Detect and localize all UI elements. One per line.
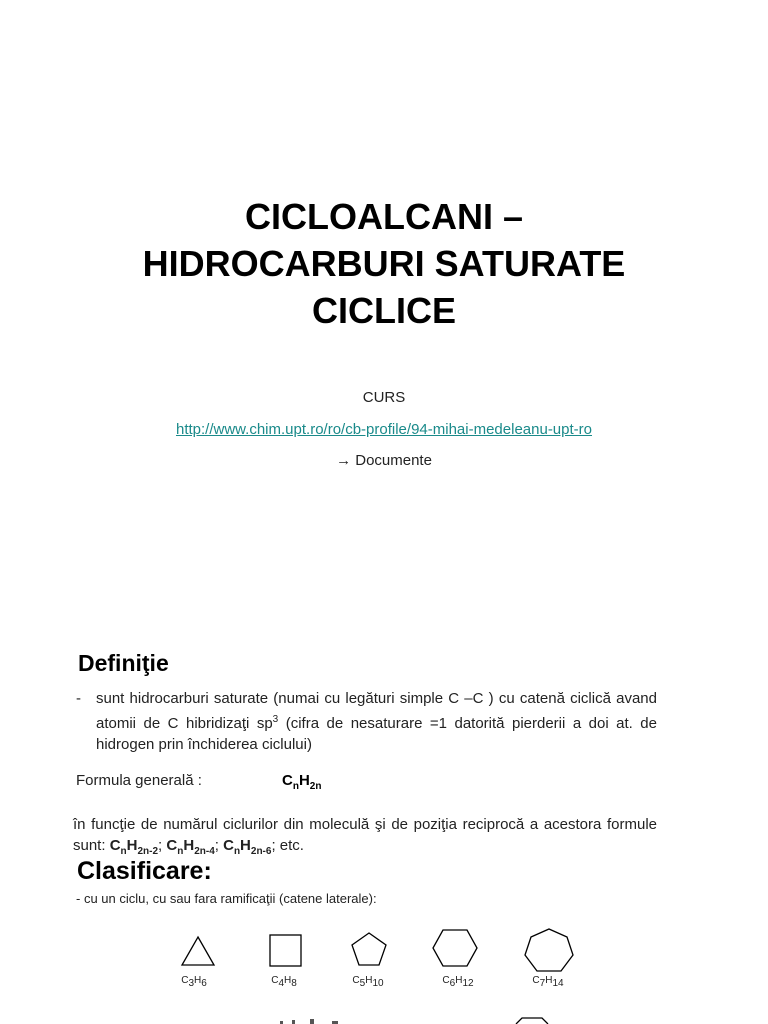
page-title (0, 193, 768, 334)
formula-label: Formula generală : (76, 772, 202, 789)
partial-ring (508, 1016, 556, 1024)
classification-subtitle: - cu un ciclu, cu sau fara ramificaţii (catene laterale): (76, 891, 377, 906)
course-label: CURS (362, 389, 406, 406)
formula-paragraph: în funcţie de numărul ciclurilor din moleculă şi de poziţia reciprocă a acestora formule sunt: $C_nH_{2n-2}$; $C_nH_{2n-4}$; $C_nH_{2n-6}$; etc. (73, 816, 657, 857)
ring-3 (180, 935, 216, 967)
ring-5 (350, 931, 388, 967)
ring-6 (431, 928, 479, 968)
title-line-1: CICLOALCANI – (245, 196, 523, 237)
definition-text (96, 688, 657, 755)
formula-2: $C_nH_{2n-4}$ (166, 837, 215, 857)
classification-heading: Clasificare: (77, 857, 212, 885)
course-link[interactable]: http://www.chim.upt.ro/ro/cb-profile/94-mihai-medeleanu-upt-ro (175, 421, 592, 438)
ring-label-6: $C_6H_{12}$ (442, 975, 474, 989)
partial-text-fragment (280, 1018, 360, 1024)
documents-label: → Documente (336, 452, 432, 469)
title-line-3: CICLICE (312, 290, 456, 331)
ring-label-4: $C_4H_8$ (271, 975, 297, 989)
ring-7 (523, 927, 575, 975)
ring-label-3: $C_3H_6$ (181, 975, 207, 989)
formula-3: $C_nH_{2n-6}$ (223, 837, 272, 857)
ring-label-7: $C_7H_{14}$ (532, 975, 564, 989)
ring-4 (268, 933, 304, 969)
formula-1: $C_nH_{2n-2}$ (109, 837, 159, 857)
ring-label-5: $C_5H_{10}$ (352, 975, 384, 989)
definition-heading: Definiţie (78, 650, 169, 676)
definition-text-part-2: (cifra de nesaturare =1 datorită pierderii a doi at. de hidrogen prin închiderea ciclului) (96, 715, 657, 753)
definition-text-part-1: sunt hidrocarburi saturate (numai cu legături simple C –C ) cu catenă ciclică avand atomii de C hibridizaţi sp (96, 690, 657, 732)
sp3-superscript: 3 (272, 714, 279, 725)
title-line-2: HIDROCARBURI SATURATE (142, 243, 626, 284)
course-link-row (0, 421, 768, 439)
paragraph-text: în funcţie de numărul ciclurilor din moleculă şi de poziţia reciprocă a acestora formule sunt: (73, 816, 657, 854)
paragraph-etc: ; etc. (271, 837, 304, 854)
general-formula: $C_nH_{2n}$ (282, 772, 322, 792)
definition-item (76, 688, 657, 755)
list-dash: - (76, 690, 81, 707)
